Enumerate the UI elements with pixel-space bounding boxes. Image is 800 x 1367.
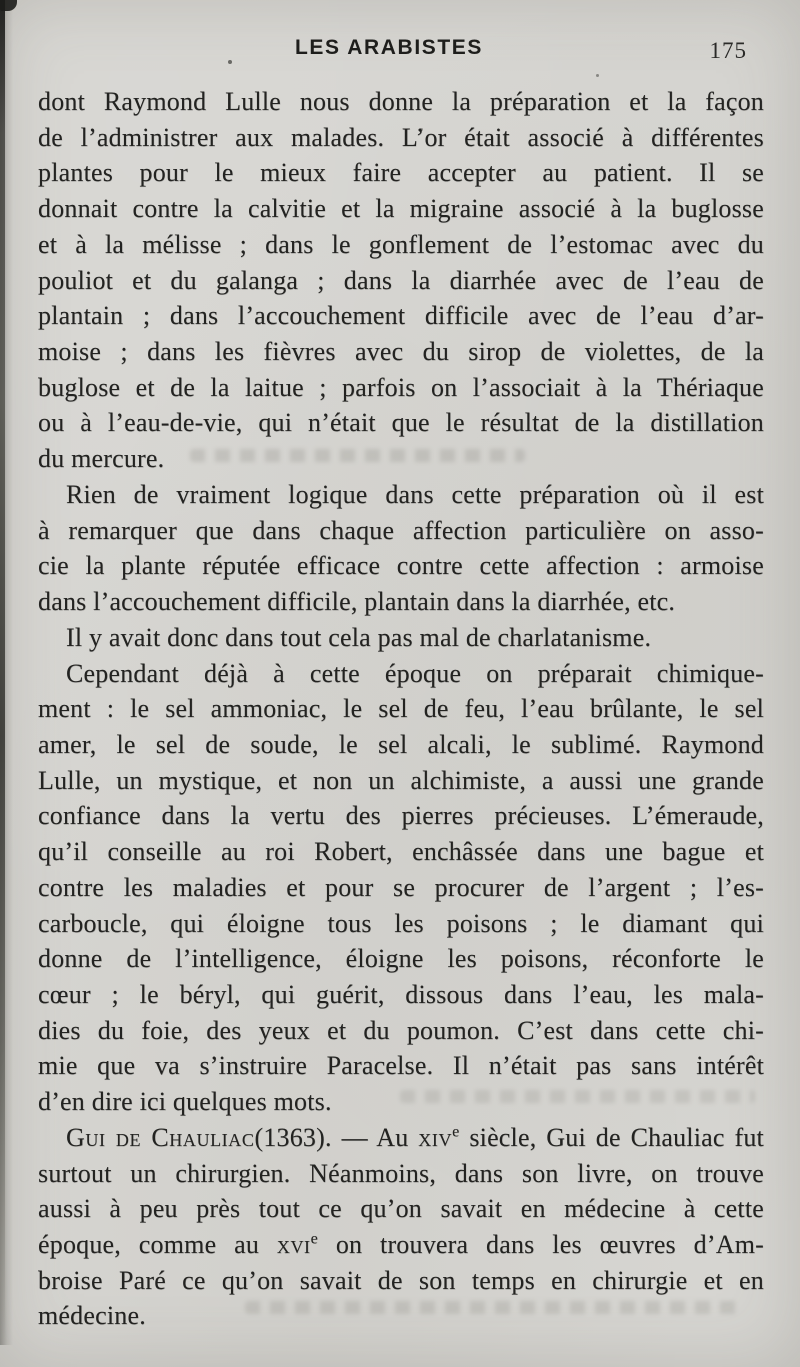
superscript-ordinal: e <box>310 1230 319 1248</box>
small-caps-text: Gui de Chauliac <box>66 1122 255 1152</box>
small-caps-text: xvi <box>276 1230 311 1259</box>
text-line <box>38 1120 764 1156</box>
text-line: Lulle, un mystique, et non un alchimiste, a aussi une grande <box>38 765 764 795</box>
text-line: contre les maladies et pour se procurer de l’argent ; l’es- <box>38 872 764 902</box>
text-run: époque, comme au <box>38 1230 277 1259</box>
text-run: (1363). — Au <box>254 1122 419 1152</box>
text-line: et à la mélisse ; dans le gonflement de l’estomac avec du <box>38 229 764 259</box>
text-line: amer, le sel de soude, le sel alcali, le sublimé. Raymond <box>38 729 764 759</box>
running-header-title: LES ARABISTES <box>294 36 484 59</box>
text-line: mie que va s’instruire Paracelse. Il n’était pas sans intérêt <box>38 1051 764 1081</box>
text-line: aussi à peu près tout ce qu’on savait en médecine à cette <box>38 1194 764 1224</box>
text-line: cie la plante réputée efficace contre cette affection : armoise <box>38 551 764 581</box>
ink-speck <box>596 74 599 77</box>
text-line: médecine. <box>38 1301 146 1331</box>
text-line: cœur ; le béryl, qui guérit, dissous dans l’eau, les mala- <box>38 979 764 1009</box>
text-line: plantain ; dans l’accouchement difficile avec de l’eau d’ar- <box>38 301 764 331</box>
text-line: de l’administrer aux malades. L’or était associé à différentes <box>38 122 764 152</box>
superscript-ordinal: e <box>452 1123 460 1141</box>
paragraph <box>38 656 764 1120</box>
paragraph <box>38 84 764 477</box>
paragraph <box>38 620 764 656</box>
text-line: ou à l’eau-de-vie, qui n’était que le résultat de la distillation <box>38 408 764 438</box>
text-line: donne de l’intelligence, éloigne les poisons, réconforte le <box>38 944 764 974</box>
text-line: du mercure. <box>38 444 165 474</box>
text-line: buglose et de la laitue ; parfois on l’associait à la Thériaque <box>38 372 764 402</box>
text-line: pouliot et du galanga ; dans la diarrhée avec de l’eau de <box>38 265 764 295</box>
small-caps-text: xiv <box>418 1122 453 1152</box>
scan-edge-dark-strip <box>0 0 5 1338</box>
text-line: carboucle, qui éloigne tous les poisons ; le diamant qui <box>38 908 764 938</box>
text-line: broise Paré ce qu’on savait de son temps en chirurgie et en <box>38 1265 764 1295</box>
text-run: on trouvera dans les œuvres d’Am- <box>318 1230 764 1259</box>
paragraph <box>38 1120 764 1334</box>
text-line: dont Raymond Lulle nous donne la préparation et la façon <box>38 87 764 116</box>
scan-corner-artifact <box>0 0 17 11</box>
paragraph <box>38 477 764 620</box>
text-line <box>38 1227 764 1263</box>
text-line: surtout un chirurgien. Néanmoins, dans son livre, on trouve <box>38 1158 764 1188</box>
text-line: Il y avait donc dans tout cela pas mal de charlatanisme. <box>66 622 652 652</box>
text-line: donnait contre la calvitie et la migraine associé à la buglosse <box>38 194 764 224</box>
text-line: qu’il conseille au roi Robert, enchâssée dans une bague et <box>38 837 764 867</box>
text-line: plantes pour le mieux faire accepter au patient. Il se <box>38 158 764 188</box>
body-text <box>38 84 764 1334</box>
ink-speck <box>228 60 232 64</box>
text-line: Cependant déjà à cette époque on préparait chimique- <box>66 658 764 688</box>
text-line: à remarquer que dans chaque affection particulière on asso- <box>38 515 764 545</box>
text-line: moise ; dans les fièvres avec du sirop de violettes, de la <box>38 337 764 367</box>
text-line: confiance dans la vertu des pierres précieuses. L’émeraude, <box>38 801 764 831</box>
text-line: d’en dire ici quelques mots. <box>38 1087 332 1117</box>
text-line: ment : le sel ammoniac, le sel de feu, l’eau brûlante, le sel <box>38 694 764 724</box>
page-number: 175 <box>709 38 747 63</box>
text-line: dies du foie, des yeux et du poumon. C’est dans cette chi- <box>38 1015 764 1045</box>
text-run: siècle, Gui de Chauliac fut <box>459 1122 764 1152</box>
text-line: dans l’accouchement difficile, plantain dans la diarrhée, etc. <box>38 587 676 617</box>
text-line: Rien de vraiment logique dans cette préparation où il est <box>66 479 764 509</box>
